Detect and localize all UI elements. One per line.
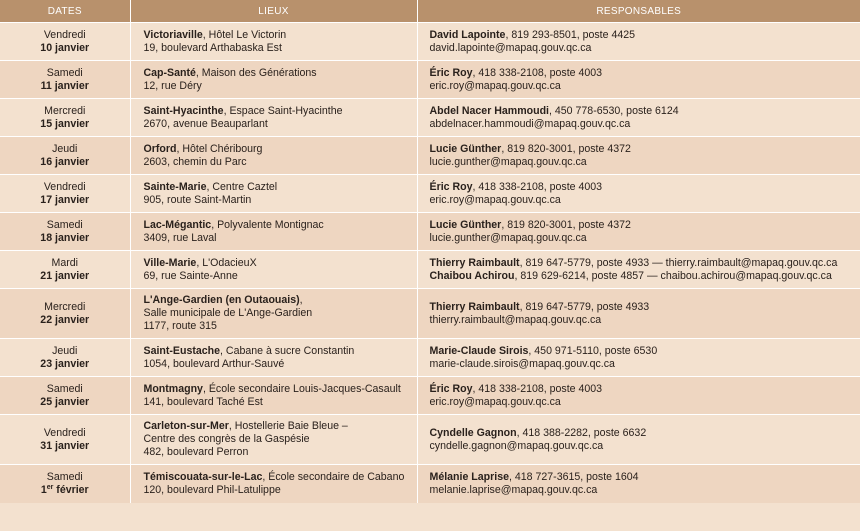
contact-phone: , 450 971-5110, poste 6530 [528,344,658,357]
date-cell [0,61,130,99]
contact-name: Éric Roy [429,180,473,193]
contact-cell [417,175,860,213]
contact-email[interactable]: cyndelle.gagnon@mapaq.gouv.qc.ca [429,439,604,452]
contact-cell [417,23,860,61]
contact-email[interactable]: lucie.gunther@mapaq.gouv.qc.ca [429,231,587,244]
venue: , Maison des Générations [195,66,317,79]
table-row [0,99,860,137]
date-cell [0,377,130,415]
date: 16 janvier [40,155,90,168]
table-row [0,61,860,99]
table-row [0,339,860,377]
address: 3409, rue Laval [143,231,217,244]
header-lieux: LIEUX [130,0,417,23]
place: Saint-Eustache [143,344,221,357]
location-cell [130,137,417,175]
venue: , Hôtel Le Victorin [202,28,287,41]
date: 23 janvier [40,357,90,370]
header-row [0,0,860,23]
day: Samedi [46,66,83,79]
contact-email[interactable]: melanie.laprise@mapaq.gouv.qc.ca [429,483,598,496]
contact-phone: , 819 647-5779, poste 4933 — thierry.raimbault@mapaq.gouv.qc.ca [519,256,838,269]
contact-cell [417,289,860,339]
venue-line2: Centre des congrès de la Gaspésie [143,433,310,445]
location-cell [130,465,417,503]
place: Sainte-Marie [143,180,207,193]
table-row [0,175,860,213]
date-cell [0,137,130,175]
contact-cell [417,99,860,137]
day: Vendredi [43,180,86,193]
contact-name: David Lapointe [429,28,506,41]
contact-phone: , 819 293-8501, poste 4425 [505,28,636,41]
venue: , Cabane à sucre Constantin [220,344,355,357]
date-cell [0,175,130,213]
venue: , Hôtel Chéribourg [176,142,263,155]
contact-name: Lucie Günther [429,218,502,231]
address: 1177, route 315 [143,320,217,332]
address: 120, boulevard Phil-Latulippe [143,483,281,496]
contact-email[interactable]: eric.roy@mapaq.gouv.qc.ca [429,193,561,206]
date: 25 janvier [40,395,90,408]
place: Orford [143,142,177,155]
contact-phone: , 819 820-3001, poste 4372 [501,142,631,155]
header-responsables: RESPONSABLES [417,0,860,23]
table-row [0,465,860,503]
contact-email[interactable]: abdelnacer.hammoudi@mapaq.gouv.qc.ca [429,117,631,130]
contact-cell [417,415,860,465]
date [0,484,130,497]
address: 2603, chemin du Parc [143,155,247,168]
venue: , Centre Caztel [206,180,278,193]
location-cell [130,61,417,99]
contact-phone: , 819 647-5779, poste 4933 [519,300,650,313]
address: 2670, avenue Beauparlant [143,117,268,130]
contact-name: Éric Roy [429,382,473,395]
venue: , Espace Saint-Hyacinthe [223,104,343,117]
contact-phone: , 819 629-6214, poste 4857 — chaibou.achirou@mapaq.gouv.qc.ca [514,269,832,282]
contact-name: Thierry Raimbault [429,256,520,269]
contact-phone: , 418 388-2282, poste 6632 [516,426,647,439]
venue: , Hostellerie Baie Bleue – [228,420,348,432]
date-cell [0,251,130,289]
place: Lac-Mégantic [143,218,212,231]
table-row [0,137,860,175]
address: 69, rue Sainte-Anne [143,269,238,282]
day: Samedi [46,470,83,483]
address: 1054, boulevard Arthur-Sauvé [143,357,285,370]
contact-email[interactable]: eric.roy@mapaq.gouv.qc.ca [429,395,561,408]
contact-name: Lucie Günther [429,142,502,155]
contact-email[interactable]: david.lapointe@mapaq.gouv.qc.ca [429,41,592,54]
venue-line2: Salle municipale de L'Ange-Gardien [143,307,313,319]
contact-cell [417,377,860,415]
place: Saint-Hyacinthe [143,104,224,117]
location-cell [130,289,417,339]
venue: , École secondaire Louis-Jacques-Casault [202,382,401,395]
place: Carleton-sur-Mer [143,420,229,432]
location-cell [130,415,417,465]
place: Cap-Santé [143,66,196,79]
venue: , École secondaire de Cabano [262,470,405,483]
contact-name: Éric Roy [429,66,473,79]
contact-name: Cyndelle Gagnon [429,426,517,439]
day: Vendredi [43,28,86,41]
contact-email[interactable]: marie-claude.sirois@mapaq.gouv.qc.ca [429,357,615,370]
contact-name: Mélanie Laprise [429,470,509,483]
contact-name: Thierry Raimbault [429,300,520,313]
date: 17 janvier [40,193,90,206]
date: 21 janvier [40,269,90,282]
contact-cell [417,137,860,175]
location-cell [130,339,417,377]
date: 10 janvier [40,41,90,54]
contact-phone: , 418 727-3615, poste 1604 [508,470,639,483]
table-row [0,415,860,465]
day: Vendredi [43,426,86,439]
location-cell [130,23,417,61]
contact-name: Abdel Nacer Hammoudi [429,104,550,117]
contact-phone: , 418 338-2108, poste 4003 [472,382,603,395]
location-cell [130,175,417,213]
date-cell [0,465,130,503]
contact-name: Chaibou Achirou [429,269,515,282]
contact-cell [417,61,860,99]
day: Jeudi [52,344,78,357]
location-cell [130,213,417,251]
address: 141, boulevard Taché Est [143,395,263,408]
address: 905, route Saint-Martin [143,193,252,206]
date: 18 janvier [40,231,90,244]
contact-email[interactable]: eric.roy@mapaq.gouv.qc.ca [429,79,561,92]
place: Victoriaville [143,28,203,41]
contact-cell [417,251,860,289]
date-number: 1 [40,483,47,496]
contact-email[interactable]: lucie.gunther@mapaq.gouv.qc.ca [429,155,587,168]
table-row [0,377,860,415]
table-row [0,213,860,251]
table-row [0,23,860,61]
location-cell [130,99,417,137]
venue: , Polyvalente Montignac [211,218,324,231]
date-cell [0,213,130,251]
day: Mercredi [44,300,86,313]
address: 12, rue Déry [143,79,202,92]
date: 31 janvier [40,439,90,452]
venue: , [299,294,303,306]
contact-phone: , 819 820-3001, poste 4372 [501,218,631,231]
date-cell [0,289,130,339]
table-row [0,289,860,339]
place: Ville-Marie [143,256,197,269]
date-ordinal: er [46,483,54,491]
date-cell [0,339,130,377]
date: 11 janvier [40,79,89,92]
date-cell [0,415,130,465]
day: Mardi [51,256,78,269]
contact-email[interactable]: thierry.raimbault@mapaq.gouv.qc.ca [429,313,602,326]
address: 19, boulevard Arthabaska Est [143,41,282,54]
address: 482, boulevard Perron [143,446,249,458]
day: Jeudi [52,142,78,155]
contact-name: Marie-Claude Sirois [429,344,529,357]
location-cell [130,251,417,289]
table-row [0,251,860,289]
date-cell [0,99,130,137]
contact-phone: , 418 338-2108, poste 4003 [472,180,603,193]
contact-cell [417,339,860,377]
contact-phone: , 450 778-6530, poste 6124 [549,104,679,117]
date-month: février [53,483,89,496]
day: Samedi [46,382,83,395]
contact-cell [417,465,860,503]
contact-phone: , 418 338-2108, poste 4003 [472,66,603,79]
place: Témiscouata-sur-le-Lac [143,470,263,483]
date: 15 janvier [40,117,90,130]
day: Samedi [46,218,83,231]
date-cell [0,23,130,61]
venue: , L'OdacieuX [196,256,257,269]
place: Montmagny [143,382,203,395]
contact-cell [417,213,860,251]
day: Mercredi [44,104,86,117]
location-cell [130,377,417,415]
header-dates: DATES [0,0,130,23]
place: L'Ange-Gardien (en Outaouais) [143,294,300,306]
date: 22 janvier [40,313,90,326]
